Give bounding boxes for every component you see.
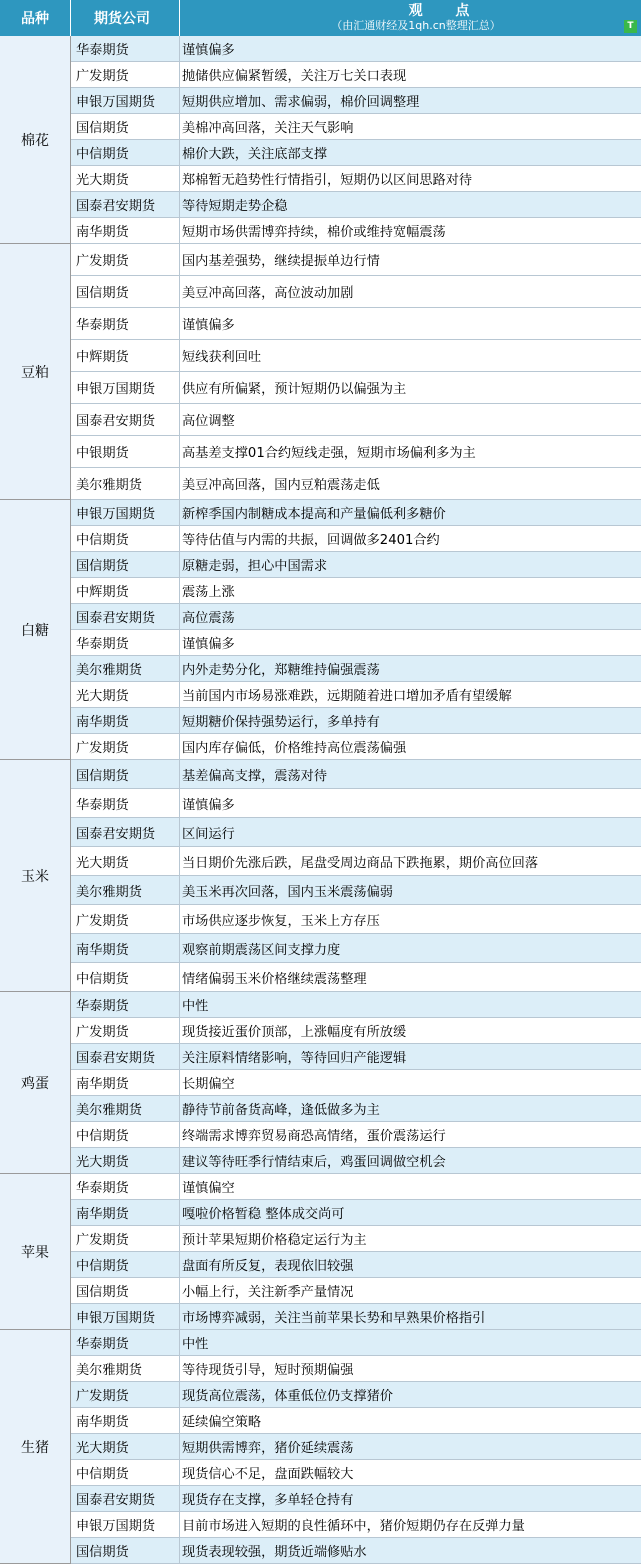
- company-cell: 国信期货: [71, 114, 180, 139]
- table-row: [71, 818, 641, 847]
- view-cell: 谨慎偏多: [182, 43, 235, 58]
- company-cell: 国泰君安期货: [71, 604, 180, 629]
- table-row: [71, 1304, 641, 1330]
- company-cell: 南华期货: [71, 1070, 180, 1095]
- view-cell: 目前市场进入短期的良性循环中，猪价短期仍存在反弹力量: [182, 1519, 525, 1534]
- table-row: [71, 934, 641, 963]
- company-cell: 华泰期货: [71, 1330, 180, 1355]
- view-cell: 谨慎偏空: [182, 1181, 235, 1196]
- view-cell: 市场博弈减弱，关注当前苹果长势和早熟果价格指引: [182, 1311, 486, 1326]
- company-cell: 广发期货: [71, 734, 180, 759]
- table-row: [71, 578, 641, 604]
- company-cell: 南华期货: [71, 708, 180, 733]
- company-cell: 申银万国期货: [71, 1512, 180, 1537]
- table-row: [71, 244, 641, 276]
- view-cell: 谨慎偏多: [182, 637, 235, 652]
- header-view: [181, 0, 641, 36]
- header-company: 期货公司: [72, 0, 180, 36]
- company-cell: 光大期货: [71, 682, 180, 707]
- table-row: [71, 734, 641, 760]
- view-cell: 谨慎偏多: [182, 797, 235, 813]
- table-row: [71, 847, 641, 876]
- view-cell: 等待估值与内需的共振，回调做多2401合约: [182, 533, 440, 548]
- table-row: [71, 604, 641, 630]
- company-cell: 光大期货: [71, 166, 180, 191]
- table-row: [71, 308, 641, 340]
- table-row: [71, 992, 641, 1018]
- company-cell: 中信期货: [71, 1122, 180, 1147]
- table-row: [71, 1174, 641, 1200]
- view-cell: 建议等待旺季行情结束后，鸡蛋回调做空机会: [182, 1155, 446, 1170]
- view-cell: 现货信心不足，盘面跌幅较大: [182, 1467, 354, 1482]
- view-cell: 延续偏空策略: [182, 1415, 262, 1430]
- category-cell: 白糖: [0, 500, 71, 760]
- view-cell: 郑棉暂无趋势性行情指引，短期仍以区间思路对待: [182, 173, 473, 188]
- company-cell: 美尔雅期货: [71, 656, 180, 681]
- company-cell: 广发期货: [71, 905, 180, 933]
- table-row: [71, 36, 641, 62]
- company-cell: 华泰期货: [71, 789, 180, 817]
- company-cell: 南华期货: [71, 1408, 180, 1433]
- company-cell: 华泰期货: [71, 630, 180, 655]
- view-cell: 市场供应逐步恢复，玉米上方存压: [182, 913, 380, 929]
- view-cell: 终端需求博弈贸易商恐高情绪，蛋价震荡运行: [182, 1129, 446, 1144]
- header-view-title: 观 点: [408, 3, 484, 19]
- category-cell: 豆粕: [0, 244, 71, 500]
- company-cell: 中辉期货: [71, 340, 180, 371]
- table-row: [71, 656, 641, 682]
- table-row: [71, 436, 641, 468]
- view-cell: 美豆冲高回落，国内豆粕震荡走低: [182, 478, 380, 493]
- company-cell: 美尔雅期货: [71, 468, 180, 499]
- view-cell: 新榨季国内制糖成本提高和产量偏低利多糖价: [182, 507, 446, 522]
- company-cell: 美尔雅期货: [71, 1356, 180, 1381]
- company-cell: 国泰君安期货: [71, 1044, 180, 1069]
- company-cell: 申银万国期货: [71, 372, 180, 403]
- table-row: [71, 760, 641, 789]
- table-row: [71, 276, 641, 308]
- view-cell: 供应有所偏紧，预计短期仍以偏强为主: [182, 382, 407, 397]
- view-cell: 区间运行: [182, 826, 235, 842]
- view-cell: 短线获利回吐: [182, 350, 262, 365]
- view-cell: 短期市场供需博弈持续，棉价或维持宽幅震荡: [182, 225, 446, 240]
- view-cell: 当日期价先涨后跌，尾盘受周边商品下跌拖累，期价高位回落: [182, 855, 539, 871]
- table-row: [71, 1330, 641, 1356]
- table-row: [71, 789, 641, 818]
- view-cell: 预计苹果短期价格稳定运行为主: [182, 1233, 367, 1248]
- company-cell: 光大期货: [71, 1148, 180, 1173]
- view-cell: 现货高位震荡，体重低位仍支撑猪价: [182, 1389, 393, 1404]
- view-cell: 当前国内市场易涨难跌，远期随着进口增加矛盾有望缓解: [182, 689, 512, 704]
- category-cell: 苹果: [0, 1174, 71, 1330]
- view-cell: 现货存在支撑，多单轻仓持有: [182, 1493, 354, 1508]
- company-cell: 国信期货: [71, 760, 180, 788]
- table-row: [71, 708, 641, 734]
- view-cell: 长期偏空: [182, 1077, 235, 1092]
- company-cell: 光大期货: [71, 847, 180, 875]
- table-row: [71, 526, 641, 552]
- table-row: [71, 1070, 641, 1096]
- company-cell: 广发期货: [71, 1382, 180, 1407]
- company-cell: 华泰期货: [71, 36, 180, 61]
- category-cell: 生猪: [0, 1330, 71, 1564]
- category-cell: 棉花: [0, 36, 71, 244]
- company-cell: 广发期货: [71, 1018, 180, 1043]
- company-cell: 中信期货: [71, 963, 180, 991]
- company-cell: 中信期货: [71, 140, 180, 165]
- table-row: [71, 1382, 641, 1408]
- corner-tag-icon: T: [624, 20, 637, 33]
- view-cell: 抛储供应偏紧暂缓，关注万七关口表现: [182, 69, 407, 84]
- company-cell: 广发期货: [71, 244, 180, 275]
- view-cell: 高位调整: [182, 414, 235, 429]
- view-cell: 美玉米再次回落，国内玉米震荡偏弱: [182, 884, 393, 900]
- view-cell: 美豆冲高回落，高位波动加剧: [182, 286, 354, 301]
- view-cell: 高基差支撑01合约短线走强，短期市场偏利多为主: [182, 446, 476, 461]
- table-row: [71, 1486, 641, 1512]
- view-cell: 等待现货引导，短时预期偏强: [182, 1363, 354, 1378]
- table-row: [71, 340, 641, 372]
- table-row: [71, 963, 641, 992]
- company-cell: 华泰期货: [71, 1174, 180, 1199]
- table-row: [71, 1200, 641, 1226]
- view-cell: 小幅上行，关注新季产量情况: [182, 1285, 354, 1300]
- view-cell: 观察前期震荡区间支撑力度: [182, 942, 341, 958]
- view-cell: 国内基差强势，继续提振单边行情: [182, 254, 380, 269]
- table-row: [71, 404, 641, 436]
- company-cell: 国泰君安期货: [71, 404, 180, 435]
- company-cell: 国泰君安期货: [71, 1486, 180, 1511]
- table-row: [71, 1252, 641, 1278]
- table-row: [71, 630, 641, 656]
- table-row: [71, 1226, 641, 1252]
- company-cell: 南华期货: [71, 1200, 180, 1225]
- view-cell: 短期供应增加、需求偏弱，棉价回调整理: [182, 95, 420, 110]
- table-row: [71, 1148, 641, 1174]
- view-cell: 静待节前备货高峰，逢低做多为主: [182, 1103, 380, 1118]
- table-row: [71, 1018, 641, 1044]
- company-cell: 国信期货: [71, 1538, 180, 1563]
- table-row: [71, 372, 641, 404]
- table-row: [71, 1460, 641, 1486]
- view-cell: 关注原料情绪影响，等待回归产能逻辑: [182, 1051, 407, 1066]
- table-row: [71, 500, 641, 526]
- table-row: [71, 166, 641, 192]
- company-cell: 申银万国期货: [71, 1304, 180, 1329]
- company-cell: 华泰期货: [71, 308, 180, 339]
- table-row: [71, 468, 641, 500]
- view-cell: 国内库存偏低，价格维持高位震荡偏强: [182, 741, 407, 756]
- table-row: [71, 1356, 641, 1382]
- company-cell: 国信期货: [71, 276, 180, 307]
- company-cell: 国泰君安期货: [71, 818, 180, 846]
- table-row: [71, 62, 641, 88]
- company-cell: 申银万国期货: [71, 500, 180, 525]
- company-cell: 华泰期货: [71, 992, 180, 1017]
- company-cell: 中银期货: [71, 436, 180, 467]
- table-row: [71, 1278, 641, 1304]
- company-cell: 中信期货: [71, 1460, 180, 1485]
- company-cell: 申银万国期货: [71, 88, 180, 113]
- view-cell: 情绪偏弱玉米价格继续震荡整理: [182, 971, 367, 987]
- company-cell: 美尔雅期货: [71, 1096, 180, 1121]
- view-cell: 美棉冲高回落，关注天气影响: [182, 121, 354, 136]
- view-cell: 中性: [182, 1337, 209, 1352]
- table-row: [71, 218, 641, 244]
- view-cell: 中性: [182, 999, 209, 1014]
- company-cell: 中信期货: [71, 526, 180, 551]
- company-cell: 广发期货: [71, 1226, 180, 1251]
- view-cell: 短期糖价保持强势运行，多单持有: [182, 715, 380, 730]
- table-row: [71, 88, 641, 114]
- company-cell: 广发期货: [71, 62, 180, 87]
- view-cell: 等待短期走势企稳: [182, 199, 288, 214]
- view-cell: 基差偏高支撑，震荡对待: [182, 768, 328, 784]
- company-cell: 南华期货: [71, 218, 180, 243]
- header-category: 品种: [0, 0, 71, 36]
- table-row: [71, 876, 641, 905]
- view-cell: 嘎啦价格暂稳 整体成交尚可: [182, 1207, 345, 1222]
- view-cell: 高位震荡: [182, 611, 235, 626]
- company-cell: 光大期货: [71, 1434, 180, 1459]
- view-cell: 棉价大跌，关注底部支撑: [182, 147, 328, 162]
- table-row: [71, 1122, 641, 1148]
- view-cell: 盘面有所反复，表现依旧较强: [182, 1259, 354, 1274]
- company-cell: 国泰君安期货: [71, 192, 180, 217]
- table-row: [71, 552, 641, 578]
- category-cell: 鸡蛋: [0, 992, 71, 1174]
- table-row: [71, 1044, 641, 1070]
- table-row: [71, 682, 641, 708]
- company-cell: 中信期货: [71, 1252, 180, 1277]
- view-cell: 现货接近蛋价顶部，上涨幅度有所放缓: [182, 1025, 407, 1040]
- table-row: [71, 905, 641, 934]
- table-row: [71, 192, 641, 218]
- view-cell: 短期供需博弈，猪价延续震荡: [182, 1441, 354, 1456]
- view-cell: 现货表现较强，期货近端修贴水: [182, 1545, 367, 1560]
- table-row: [71, 1538, 641, 1564]
- table-row: [71, 1512, 641, 1538]
- table-header: [0, 0, 641, 36]
- company-cell: 国信期货: [71, 552, 180, 577]
- header-view-subtitle: （由汇通财经及1qh.cn整理汇总）: [331, 19, 501, 32]
- table-row: [71, 1408, 641, 1434]
- view-cell: 内外走势分化，郑糖维持偏强震荡: [182, 663, 380, 678]
- view-cell: 原糖走弱，担心中国需求: [182, 559, 328, 574]
- table-row: [71, 114, 641, 140]
- view-cell: 震荡上涨: [182, 585, 235, 600]
- company-cell: 南华期货: [71, 934, 180, 962]
- company-cell: 国信期货: [71, 1278, 180, 1303]
- table-row: [71, 1096, 641, 1122]
- company-cell: 中辉期货: [71, 578, 180, 603]
- view-cell: 谨慎偏多: [182, 318, 235, 333]
- company-cell: 美尔雅期货: [71, 876, 180, 904]
- category-cell: 玉米: [0, 760, 71, 992]
- table-row: [71, 1434, 641, 1460]
- table-row: [71, 140, 641, 166]
